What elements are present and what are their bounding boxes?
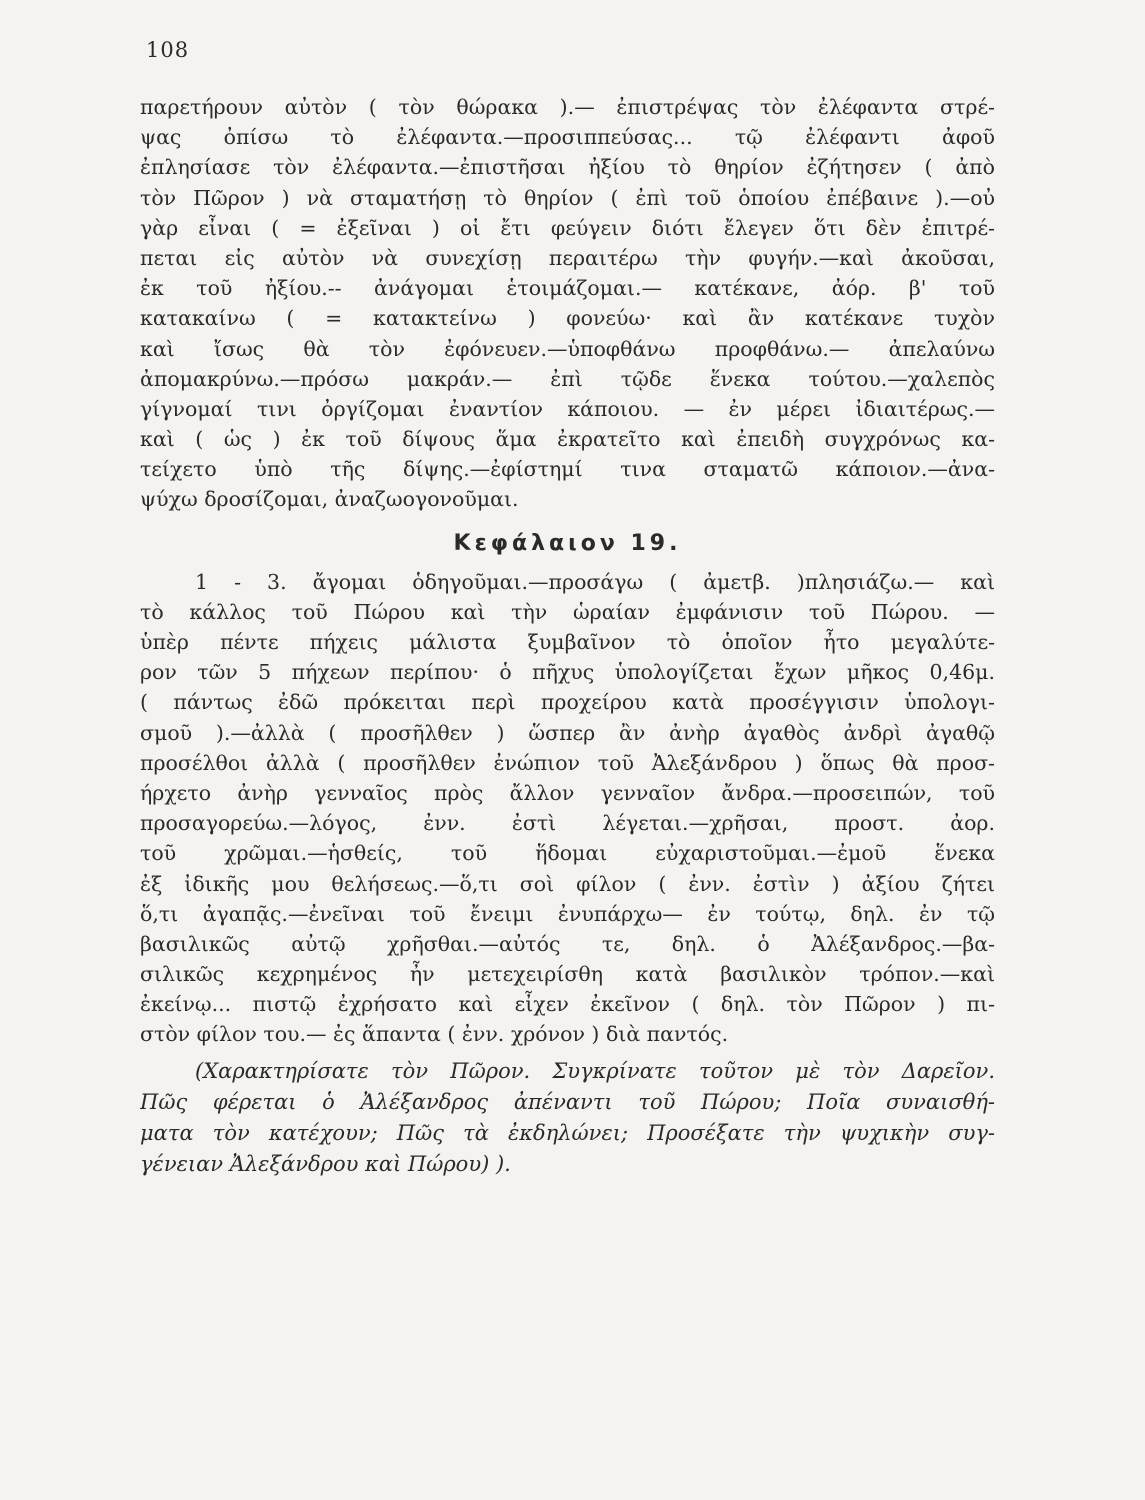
text-line: παρετήρουν αὐτὸν ( τὸν θώρακα ).— ἐπιστρέψας τὸν ἐλέφαντα στρέ- bbox=[140, 95, 995, 119]
question-line: ματα τὸν κατέχουν; Πῶς τὰ ἐκδηλώνει; Προσέξατε τὴν ψυχικὴν συγ- bbox=[140, 1120, 995, 1145]
question-line: (Χαρακτηρίσατε τὸν Πῶρον. Συγκρίνατε τοῦτον μὲ τὸν Δαρεῖον. bbox=[195, 1058, 995, 1083]
text-line: βασιλικῶς αὐτῷ χρῆσθαι.—αὐτός τε, δηλ. ὁ Ἀλέξανδρος.—βα- bbox=[140, 931, 995, 956]
text-line: ήρχετο ἀνὴρ γενναῖος πρὸς ἄλλον γενναῖον ἄνδρα.—προσειπών, τοῦ bbox=[140, 780, 995, 805]
text-line: ἀπομακρύνω.—πρόσω μακράν.— ἐπὶ τῷδε ἕνεκα τούτου.—χαλεπὸς bbox=[140, 366, 995, 391]
text-body bbox=[140, 92, 995, 1180]
commentary-chapter-18 bbox=[140, 92, 995, 515]
page-number: 108 bbox=[146, 38, 190, 62]
text-line: ( πάντως ἐδῶ πρόκειται περὶ προχείρου κατὰ προσέγγισιν ὑπολογι- bbox=[140, 690, 995, 715]
text-line: καὶ ἴσως θὰ τὸν ἐφόνευεν.—ὑποφθάνω προφθάνω.— ἀπελαύνω bbox=[140, 336, 995, 361]
text-line: τοῦ χρῶμαι.—ἡσθείς, τοῦ ἥδομαι εὐχαριστοῦμαι.—ἐμοῦ ἕνεκα bbox=[140, 841, 995, 866]
question-line: Πῶς φέρεται ὁ Ἀλέξανδρος ἀπέναντι τοῦ Πώρου; Ποῖα συναισθή- bbox=[140, 1089, 995, 1114]
text-line: ψύχω δροσίζομαι, ἀναζωογονοῦμαι. bbox=[140, 487, 519, 512]
text-line: σμοῦ ).—ἀλλὰ ( προσῆλθεν ) ὥσπερ ἂν ἀνὴρ ἀγαθὸς ἀνδρὶ ἀγαθῷ bbox=[140, 720, 995, 745]
text-line: ἐκείνῳ... πιστῷ ἐχρήσατο καὶ εἶχεν ἐκεῖνον ( δηλ. τὸν Πῶρον ) πι- bbox=[140, 992, 995, 1017]
text-line: 1 - 3. ἄγομαι ὁδηγοῦμαι.—προσάγω ( ἀμετβ. )πλησιάζω.— καὶ bbox=[195, 569, 995, 594]
text-line: τὸν Πῶρον ) νὰ σταματήσῃ τὸ θηρίον ( ἐπὶ τοῦ ὁποίου ἐπέβαινε ).—οὐ bbox=[140, 185, 995, 210]
text-line: τὸ κάλλος τοῦ Πώρου καὶ τὴν ὡραίαν ἐμφάνισιν τοῦ Πώρου. — bbox=[140, 599, 995, 624]
text-line: ὅ,τι ἀγαπᾷς.—ἐνεῖναι τοῦ ἔνειμι ἐνυπάρχω— ἐν τούτῳ, δηλ. ἐν τῷ bbox=[140, 901, 995, 926]
text-line: ἐπλησίασε τὸν ἐλέφαντα.—ἐπιστῆσαι ἠξίου τὸ θηρίον ἐζήτησεν ( ἀπὸ bbox=[140, 155, 995, 180]
text-line: σιλικῶς κεχρημένος ἦν μετεχειρίσθη κατὰ βασιλικὸν τρόπον.—καὶ bbox=[140, 962, 995, 987]
text-line: κατακαίνω ( = κατακτείνω ) φονεύω· καὶ ἂν κατέκανε τυχὸν bbox=[140, 306, 995, 331]
text-line: προσαγορεύω.—λόγος, ἐνν. ἐστὶ λέγεται.—χρῆσαι, προστ. ἀορ. bbox=[140, 811, 995, 836]
text-line: ἐκ τοῦ ἠξίου.-- ἀνάγομαι ἑτοιμάζομαι.— κατέκανε, ἀόρ. β' τοῦ bbox=[140, 276, 995, 301]
text-line: προσέλθοι ἀλλὰ ( προσῆλθεν ἐνώπιον τοῦ Ἀλεξάνδρου ) ὅπως θὰ προσ- bbox=[140, 750, 995, 775]
text-line: ρον τῶν 5 πήχεων περίπου· ὁ πῆχυς ὑπολογίζεται ἔχων μῆκος 0,46μ. bbox=[140, 660, 995, 685]
text-line: καὶ ( ὡς ) ἐκ τοῦ δίψους ἅμα ἐκρατεῖτο καὶ ἐπειδὴ συγχρόνως κα- bbox=[140, 427, 995, 452]
text-line: γίγνομαί τινι ὀργίζομαι ἐναντίον κάποιου. — ἐν μέρει ἰδιαιτέρως.— bbox=[140, 396, 995, 421]
chapter-heading: Κεφάλαιον 19. bbox=[453, 530, 682, 556]
text-line: ψας ὀπίσω τὸ ἐλέφαντα.—προσιππεύσας... τῷ ἐλέφαντι ἀφοῦ bbox=[140, 125, 995, 150]
text-line: ὑπὲρ πέντε πήχεις μάλιστα ξυμβαῖνον τὸ ὁποῖον ἦτο μεγαλύτε- bbox=[140, 630, 995, 654]
text-line: στὸν φίλον του.— ἐς ἅπαντα ( ἐνν. χρόνον ) διὰ παντός. bbox=[140, 1022, 729, 1047]
commentary-chapter-19 bbox=[140, 567, 995, 1050]
question-line: γένειαν Ἀλεξάνδρου καὶ Πώρου) ). bbox=[140, 1151, 511, 1176]
text-line: τείχετο ὑπὸ τῆς δίψης.—ἐφίστημί τινα σταματῶ κάποιον.—ἀνα- bbox=[140, 457, 995, 482]
study-questions bbox=[140, 1056, 995, 1180]
text-line: γὰρ εἶναι ( = ἐξεῖναι ) οἱ ἔτι φεύγειν διότι ἔλεγεν ὅτι δὲν ἐπιτρέ- bbox=[140, 215, 995, 240]
text-line: ἐξ ἰδικῆς μου θελήσεως.—ὅ,τι σοὶ φίλον ( ἐνν. ἐστὶν ) ἀξίου ζήτει bbox=[140, 871, 995, 896]
text-line: πεται εἰς αὐτὸν νὰ συνεχίσῃ περαιτέρω τὴν φυγήν.—καὶ ἀκοῦσαι, bbox=[140, 245, 995, 270]
